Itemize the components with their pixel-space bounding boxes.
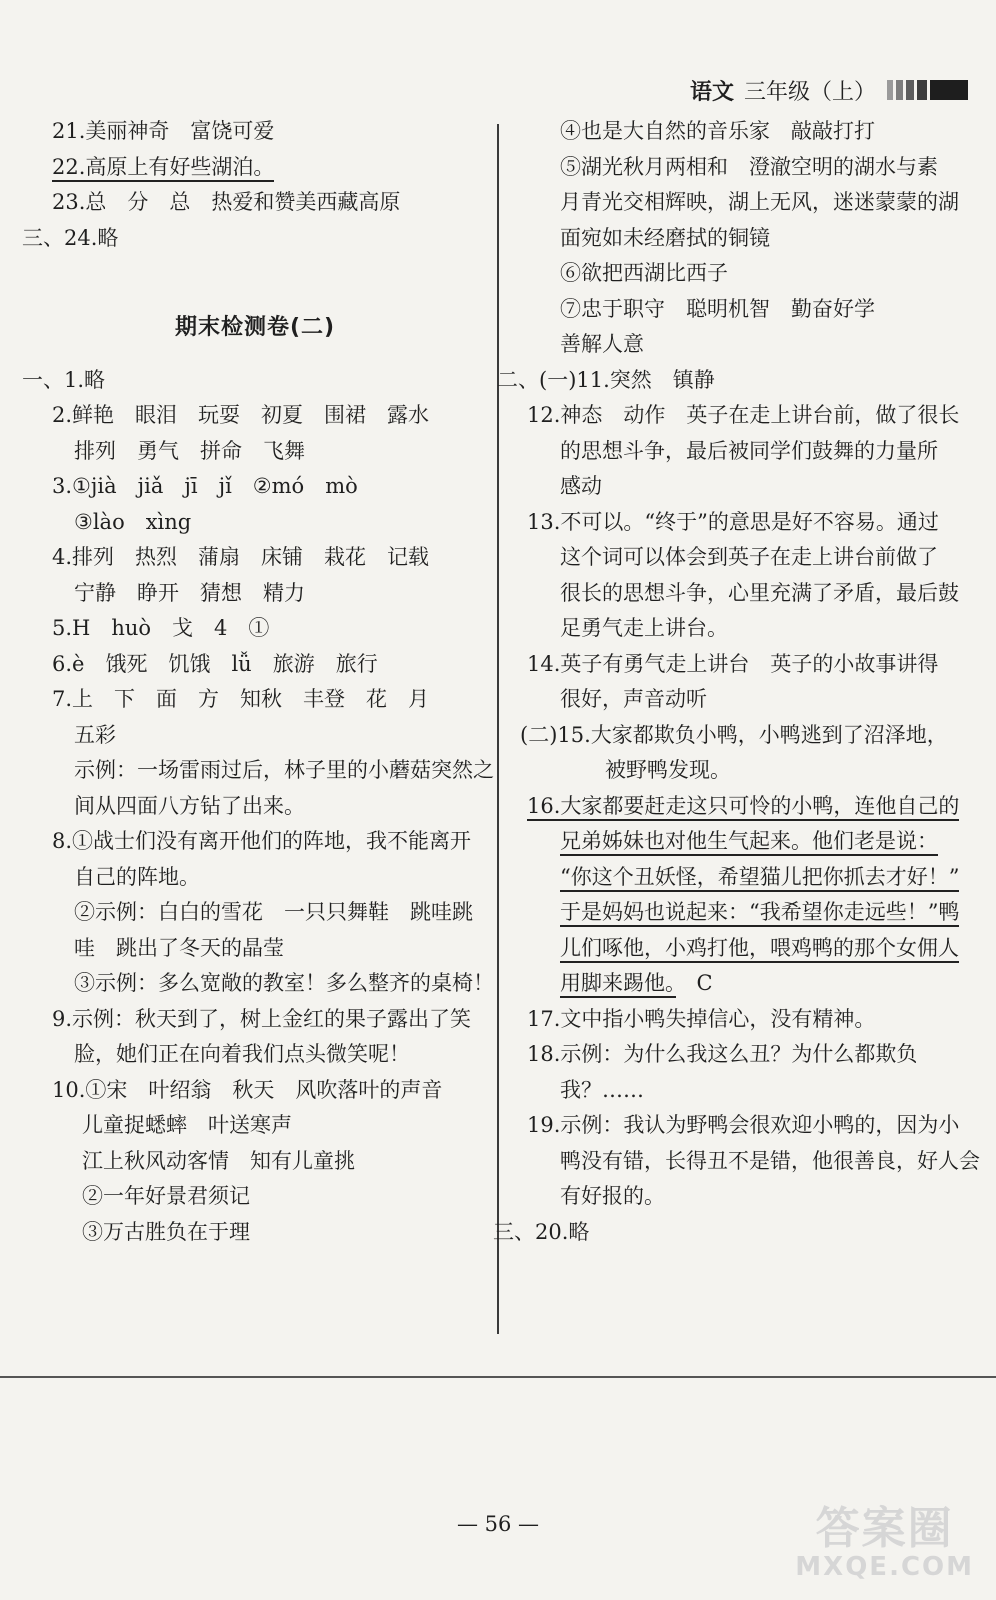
answer-line: 面宛如未经磨拭的铜镜: [560, 225, 770, 250]
answer-line: 8.①战士们没有离开他们的阵地，我不能离开: [52, 829, 472, 853]
grade-label: 三年级（上）: [743, 79, 876, 105]
answer-line: 21.美丽神奇 富饶可爱: [52, 119, 275, 143]
answer-line: ③示例：多么宽敞的教室！多么整齐的桌椅！: [74, 971, 494, 995]
answer-line: 3.①jià jiǎ jī jǐ ②mó mò: [52, 474, 358, 498]
answer-line: 18.示例：为什么我这么丑？为什么都欺负: [527, 1042, 918, 1066]
answer-line: 2.鲜艳 眼泪 玩耍 初夏 围裙 露水: [52, 403, 430, 427]
answer-line: 10.①宋 叶绍翁 秋天 风吹落叶的声音: [52, 1077, 443, 1102]
answer-line: 月青光交相辉映，湖上无风，迷迷蒙蒙的湖: [560, 190, 959, 214]
answer-line: ⑥欲把西湖比西子: [560, 261, 728, 285]
watermark-logo: [795, 1503, 974, 1582]
footer-rule: [0, 1376, 996, 1378]
answer-line: 被野鸭发现。: [605, 758, 731, 782]
answer-line: 感动: [560, 474, 602, 498]
answer-line: ③万古胜负在于理: [82, 1219, 250, 1244]
answer-line: 二、(一)11.突然 镇静: [497, 367, 715, 392]
answer-line: 7.上 下 面 方 知秋 丰登 花 月: [52, 687, 430, 711]
answer-line: 14.英子有勇气走上讲台 英子的小故事讲得: [527, 651, 939, 676]
answer-line: 自己的阵地。: [74, 864, 200, 889]
answer-line: 很长的思想斗争，心里充满了矛盾，最后鼓: [560, 580, 959, 605]
answer-line: 用脚来踢他。 C: [505, 966, 975, 1002]
answer-line: 三、20.略: [493, 1219, 590, 1244]
watermark-url: MXQE.COM: [795, 1552, 974, 1582]
answer-line: 16.大家都要赶走这只可怜的小鸭，连他自己的: [505, 789, 975, 825]
answer-line: 兄弟姊妹也对他生气起来。他们老是说：: [505, 824, 975, 860]
answer-line: 9.示例：秋天到了，树上金红的果子露出了笑: [52, 1006, 472, 1031]
answer-line: 儿童捉蟋蟀 叶送寒声: [82, 1113, 292, 1137]
section-title: 期末检测卷(二): [174, 314, 336, 340]
answer-line: 6.è 饿死 饥饿 lǚ 旅游 旅行: [52, 651, 378, 676]
answer-line: ④也是大自然的音乐家 敲敲打打: [560, 119, 875, 143]
answer-line: 的思想斗争，最后被同学们鼓舞的力量所: [560, 438, 938, 463]
answer-line: ⑤湖光秋月两相和 澄澈空明的湖水与素: [560, 154, 938, 179]
right-column: [493, 114, 980, 1250]
answer-line: 足勇气走上讲台。: [560, 616, 728, 640]
answer-line: 13.不可以。“终于”的意思是好不容易。通过: [527, 509, 939, 534]
answer-line: 善解人意: [560, 332, 644, 356]
subject-label: 语文: [689, 79, 734, 105]
answer-line: 宁静 睁开 猜想 精力: [74, 580, 305, 605]
answer-line: 有好报的。: [560, 1184, 665, 1208]
answer-line: “你这个丑妖怪，希望猫儿把你抓去才好！”: [505, 860, 975, 896]
answer-line: 儿们啄他，小鸡打他，喂鸡鸭的那个女佣人: [505, 931, 975, 967]
answer-line: 鸭没有错，长得丑不是错，他很善良，好人会: [560, 1148, 980, 1173]
answer-line: 脸，她们正在向着我们点头微笑呢！: [74, 1042, 410, 1066]
answer-line: 哇 跳出了冬天的晶莹: [74, 935, 284, 960]
answer-line: 19.示例：我认为野鸭会很欢迎小鸭的，因为小: [527, 1113, 960, 1137]
answer-line: 5.H huò 戈 4 ①: [52, 616, 270, 640]
page-number: — 56 —: [456, 1512, 540, 1536]
watermark-text: 答案圈: [815, 1503, 954, 1554]
answer-line: 这个词可以体会到英子在走上讲台前做了: [560, 545, 938, 569]
answer-line: 示例：一场雷雨过后，林子里的小蘑菇突然之: [74, 758, 494, 782]
answer-line: 于是妈妈也说起来：“我希望你走远些！”鸭: [505, 895, 975, 931]
left-column: [22, 114, 494, 1250]
answer-line: 三、24.略: [22, 225, 119, 250]
answer-line: ③lào xìng: [74, 509, 192, 534]
answer-choice: C: [696, 971, 713, 995]
header-bars-decoration: [884, 79, 968, 101]
answer-line: 23.总 分 总 热爱和赞美西藏高原: [52, 190, 401, 214]
answer-line: ②一年好景君须记: [82, 1184, 250, 1208]
column-divider: [497, 124, 499, 1334]
answer-line: 22.高原上有好些湖泊。: [22, 150, 488, 186]
answer-line: 12.神态 动作 英子在走上讲台前，做了很长: [527, 403, 960, 427]
answer-line: 17.文中指小鸭失掉信心，没有精神。: [527, 1006, 876, 1031]
answer-line: ②示例：白白的雪花 一只只舞鞋 跳哇跳: [74, 900, 473, 924]
answer-line: 我？……: [560, 1077, 644, 1102]
answer-line: 很好，声音动听: [560, 687, 707, 711]
answer-line: 4.排列 热烈 蒲扇 床铺 栽花 记载: [52, 545, 430, 569]
answer-line: (二)15.大家都欺负小鸭，小鸭逃到了沼泽地，: [520, 722, 948, 747]
answer-line: 江上秋风动客情 知有儿童挑: [82, 1148, 355, 1173]
answer-line: 五彩: [74, 722, 116, 747]
answer-line: 间从四面八方钻了出来。: [74, 793, 305, 818]
answer-line: 一、1.略: [22, 367, 106, 392]
answer-line: 排列 勇气 拼命 飞舞: [74, 438, 305, 463]
page-header: [690, 72, 968, 108]
answer-line: ⑦忠于职守 聪明机智 勤奋好学: [560, 296, 875, 321]
